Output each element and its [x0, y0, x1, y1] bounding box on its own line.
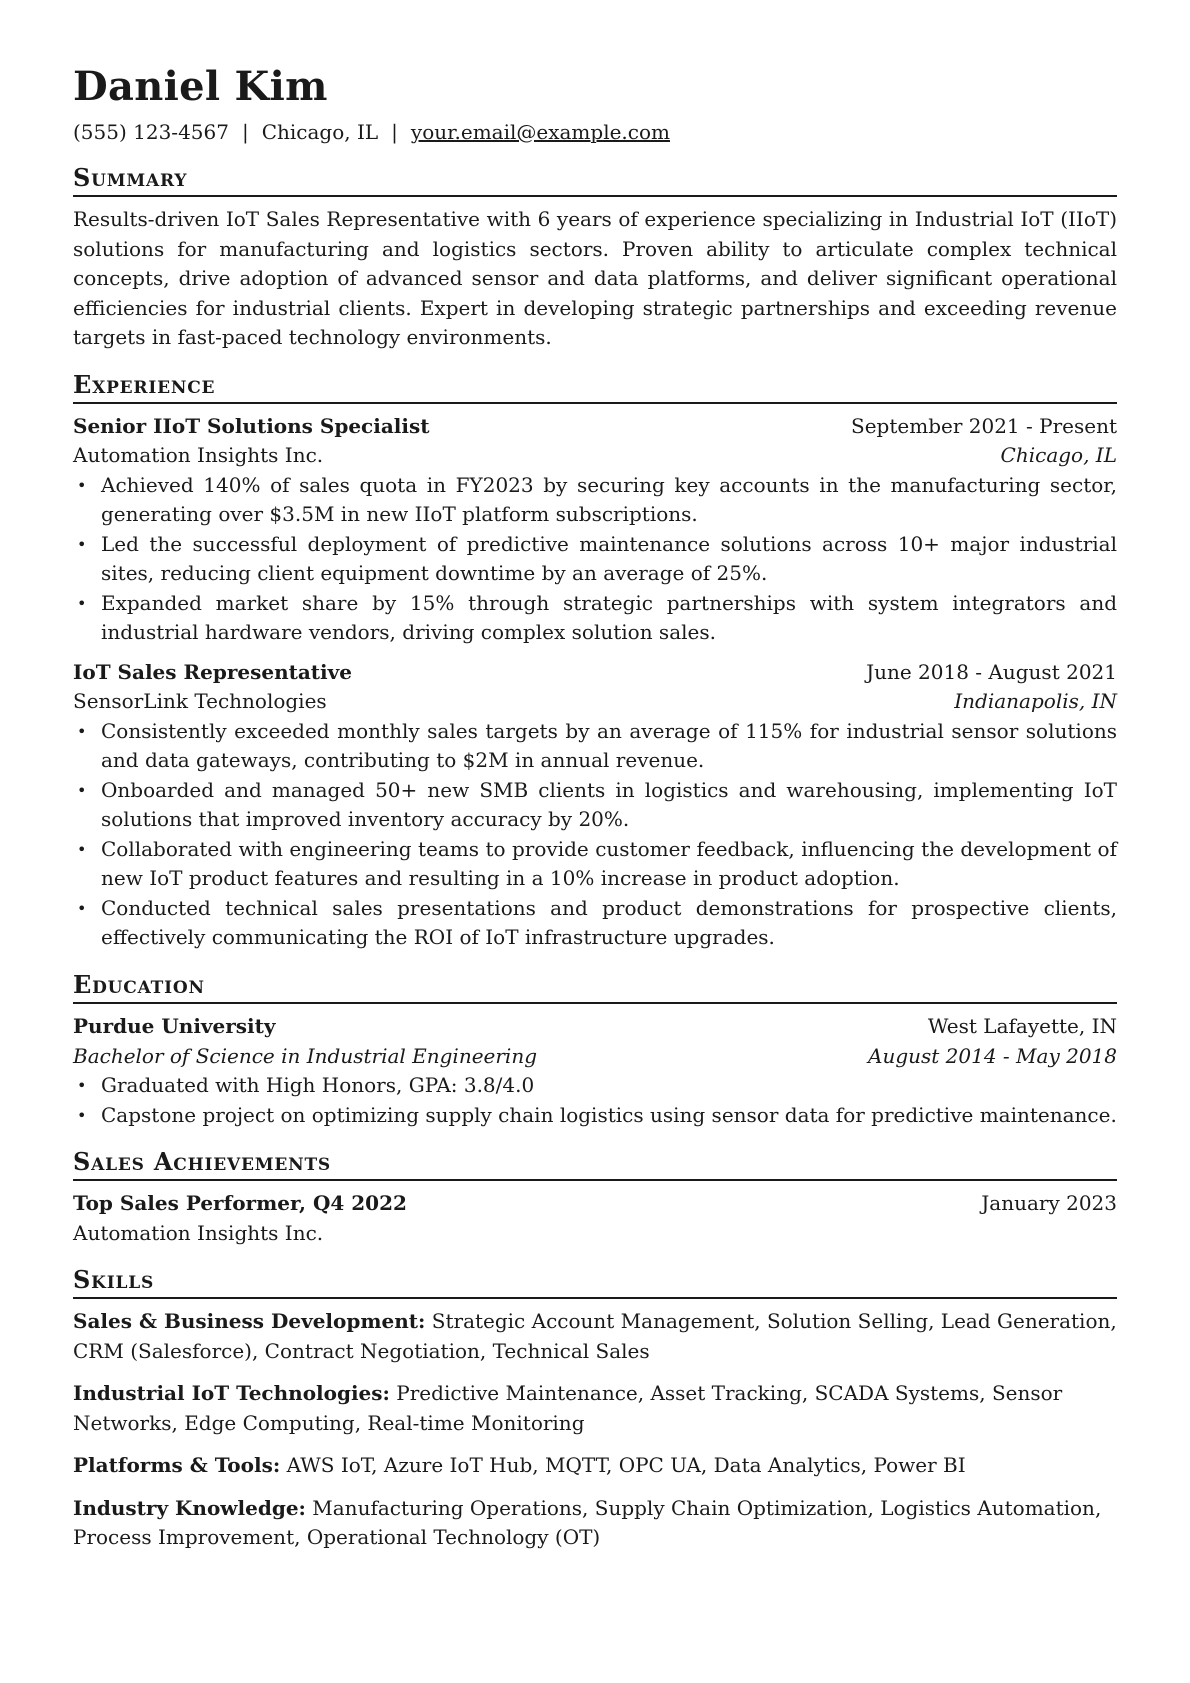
skill-text: AWS IoT, Azure IoT Hub, MQTT, OPC UA, Data Analytics, Power BI	[286, 1453, 966, 1478]
job-entry	[73, 658, 1117, 953]
job-company: Automation Insights Inc.	[73, 443, 324, 468]
degree: Bachelor of Science in Industrial Engineering	[73, 1043, 538, 1068]
email-link[interactable]: your.email@example.com	[410, 120, 670, 144]
bullet-item: • Capstone project on optimizing supply chain logistics using sensor data for predictive maintenance.	[101, 1101, 1117, 1131]
bullet-item: • Consistently exceeded monthly sales targets by an average of 115% for industrial sensor solutions and data gateways, contributing to $2M in annual revenue.	[101, 717, 1117, 776]
job-subheader	[73, 687, 1117, 717]
skill-label: Sales & Business Development:	[73, 1309, 426, 1334]
award-name: Top Sales Performer, Q4 2022	[73, 1191, 407, 1216]
job-dates: June 2018 - August 2021	[866, 659, 1117, 684]
bullet-item: • Onboarded and managed 50+ new SMB clients in logistics and warehousing, implementing IoT solutions that improved inventory accuracy by 20%.	[101, 776, 1117, 835]
skill-text: Predictive Maintenance, Asset Tracking, SCADA Systems, Sensor Networks, Edge Computing, Real-time Monitoring	[73, 1381, 1063, 1435]
bullet-item: • Collaborated with engineering teams to provide customer feedback, influencing the development of new IoT product features and resulting in a 10% increase in product adoption.	[101, 835, 1117, 894]
skills-section	[73, 1264, 1117, 1553]
section-title-achievements: Sales Achievements	[73, 1146, 1117, 1181]
achievements-section	[73, 1146, 1117, 1248]
summary-text: Results-driven IoT Sales Representative with 6 years of experience specializing in Industrial IoT (IIoT) solutions for manufacturing and logistics sectors. Proven ability to articulate complex technical concepts, drive adoption of advanced sensor and data platforms, and deliver significant operational efficiencies for industrial clients. Expert in developing strategic partnerships and exceeding revenue targets in fast-paced technology environments.	[73, 207, 1117, 350]
job-location: Chicago, IL	[1000, 443, 1117, 468]
job-entry	[73, 412, 1117, 648]
achievement-org-row	[73, 1219, 1117, 1249]
job-dates: September 2021 - Present	[851, 413, 1117, 438]
section-title-skills: Skills	[73, 1264, 1117, 1299]
school-name: Purdue University	[73, 1014, 276, 1039]
bullet-item: • Graduated with High Honors, GPA: 3.8/4.0	[101, 1071, 1117, 1101]
education-bullets	[73, 1071, 1117, 1130]
bullet-item: • Conducted technical sales presentations and product demonstrations for prospective clients, effectively communicating the ROI of IoT infrastructure upgrades.	[101, 894, 1117, 953]
phone-number: (555) 123-4567	[73, 120, 229, 144]
skill-label: Industry Knowledge:	[73, 1495, 306, 1520]
job-bullets	[73, 471, 1117, 648]
job-header	[73, 658, 1117, 688]
skill-group	[73, 1494, 1117, 1553]
job-role: IoT Sales Representative	[73, 659, 352, 684]
bullet-item: • Led the successful deployment of predictive maintenance solutions across 10+ major industrial sites, reducing client equipment downtime by an average of 25%.	[101, 530, 1117, 589]
section-title-experience: Experience	[73, 369, 1117, 404]
skill-group	[73, 1307, 1117, 1366]
section-title-summary: Summary	[73, 162, 1117, 197]
summary-section	[73, 162, 1117, 353]
education-dates: August 2014 - May 2018	[868, 1043, 1117, 1068]
contact-separator: |	[241, 120, 249, 144]
job-bullets	[73, 717, 1117, 953]
job-location: Indianapolis, IN	[954, 689, 1117, 714]
bullet-item: • Achieved 140% of sales quota in FY2023 by securing key accounts in the manufacturing sector, generating over $3.5M in new IIoT platform subscriptions.	[101, 471, 1117, 530]
award-date: January 2023	[981, 1191, 1117, 1216]
experience-section	[73, 369, 1117, 953]
skill-text: Strategic Account Management, Solution Selling, Lead Generation, CRM (Salesforce), Contract Negotiation, Technical Sales	[73, 1309, 1117, 1363]
skill-label: Platforms & Tools:	[73, 1453, 281, 1478]
location: Chicago, IL	[261, 120, 379, 144]
job-header	[73, 412, 1117, 442]
job-company: SensorLink Technologies	[73, 689, 327, 714]
achievement-header	[73, 1189, 1117, 1219]
skill-group	[73, 1451, 1117, 1481]
bullet-item: • Expanded market share by 15% through strategic partnerships with system integrators and industrial hardware vendors, driving complex solution sales.	[101, 589, 1117, 648]
contact-separator: |	[391, 120, 398, 144]
school-location: West Lafayette, IN	[927, 1014, 1117, 1039]
candidate-name: Daniel Kim	[73, 63, 328, 110]
job-role: Senior IIoT Solutions Specialist	[73, 413, 430, 438]
education-header	[73, 1012, 1117, 1042]
skill-group	[73, 1379, 1117, 1438]
skill-label: Industrial IoT Technologies:	[73, 1381, 390, 1406]
skill-text: Manufacturing Operations, Supply Chain Optimization, Logistics Automation, Process Improvement, Operational Technology (OT)	[73, 1495, 1102, 1550]
job-subheader	[73, 441, 1117, 471]
section-title-education: Education	[73, 969, 1117, 1004]
education-subheader	[73, 1042, 1117, 1072]
contact-line	[73, 118, 1117, 146]
education-section	[73, 969, 1117, 1130]
award-org: Automation Insights Inc.	[73, 1220, 324, 1245]
